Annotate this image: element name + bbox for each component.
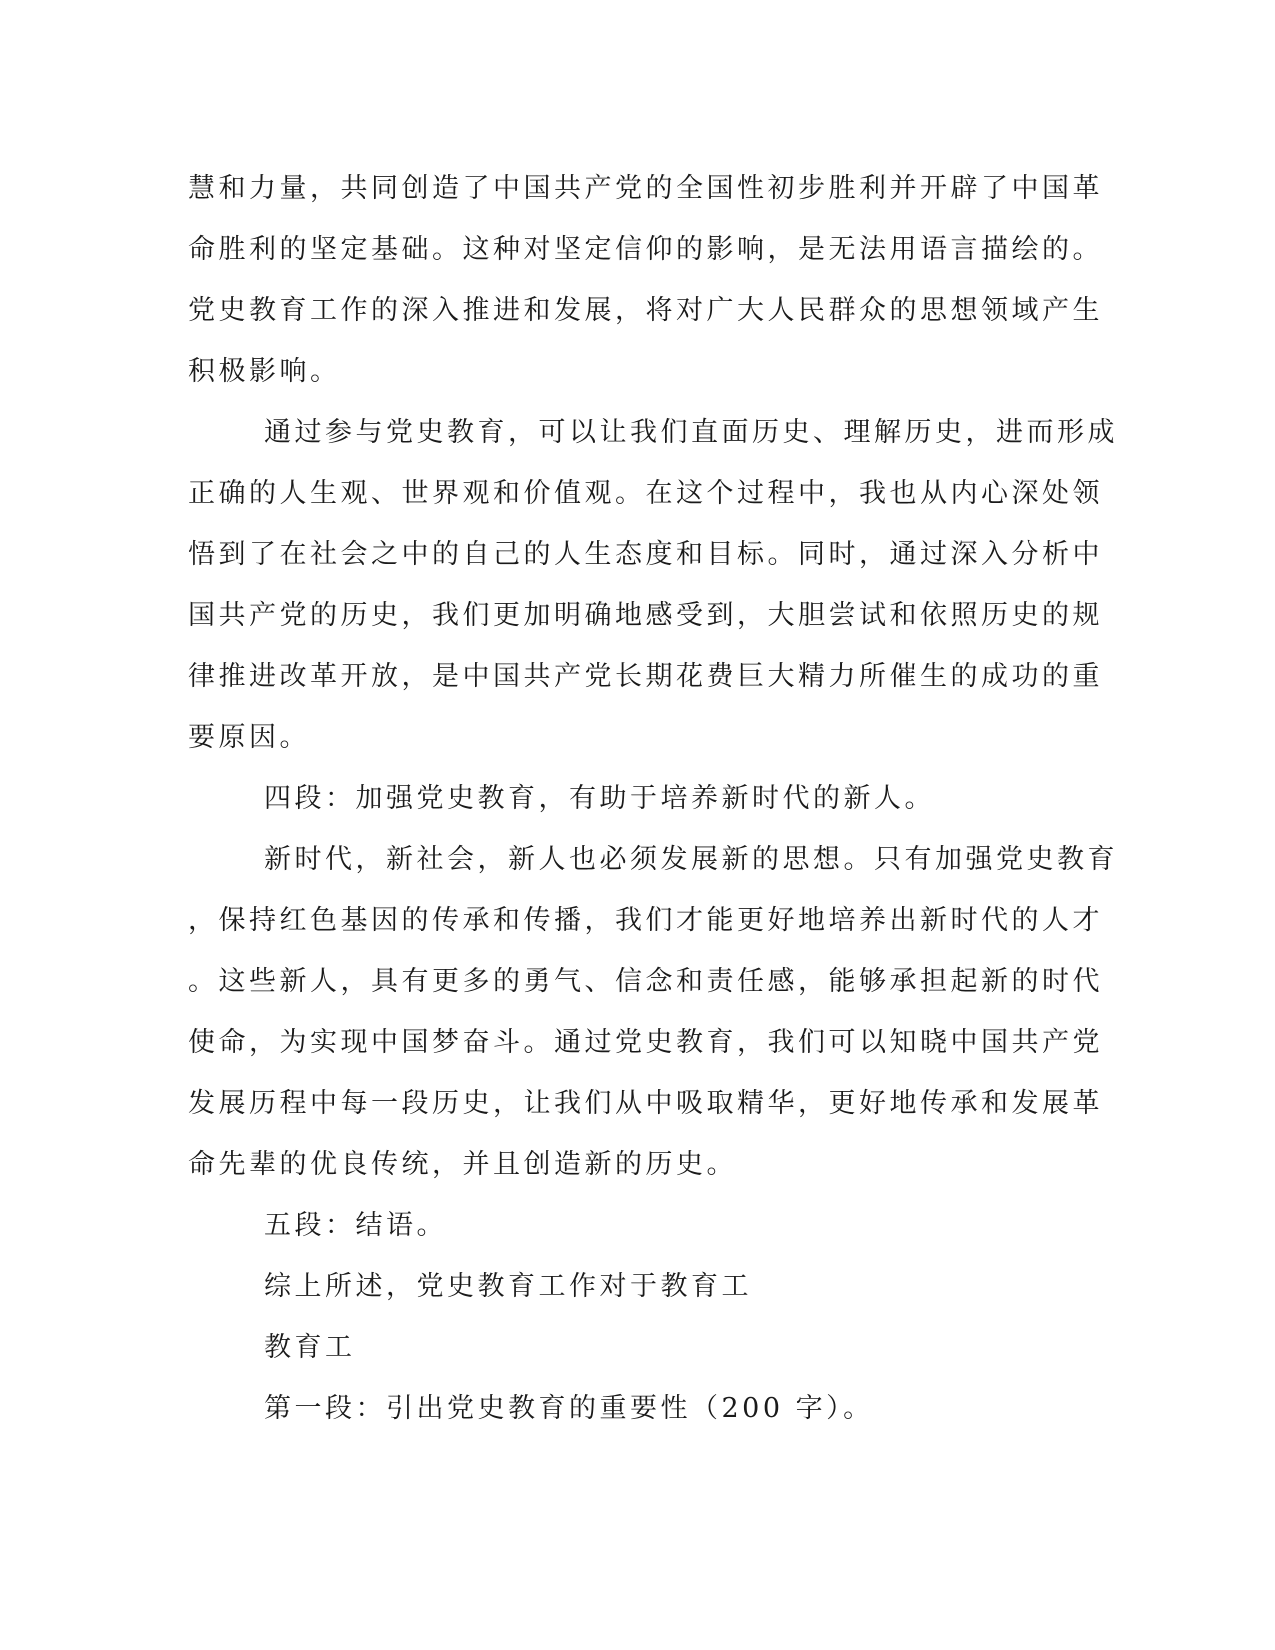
text-line: 要原因。 [188, 722, 310, 753]
paragraph-start-line: 综上所述，党史教育工作对于教育工 [264, 1271, 752, 1302]
paragraph-start-line: 通过参与党史教育，可以让我们直面历史、理解历史，进而形成 [264, 417, 1118, 448]
text-line: ，保持红色基因的传承和传播，我们才能更好地培养出新时代的人才 [188, 905, 1103, 936]
text-line: 律推进改革开放，是中国共产党长期花费巨大精力所催生的成功的重 [188, 661, 1103, 692]
paragraph-start-line: 新时代，新社会，新人也必须发展新的思想。只有加强党史教育 [264, 844, 1118, 875]
text-line: 命胜利的坚定基础。这种对坚定信仰的影响，是无法用语言描绘的。 [188, 234, 1103, 265]
text-line: 。这些新人，具有更多的勇气、信念和责任感，能够承担起新的时代 [188, 966, 1103, 997]
text-line: 发展历程中每一段历史，让我们从中吸取精华，更好地传承和发展革 [188, 1088, 1103, 1119]
text-line: 正确的人生观、世界观和价值观。在这个过程中，我也从内心深处领 [188, 478, 1103, 509]
text-fragment: 教育工 [264, 1332, 356, 1363]
text-line: 国共产党的历史，我们更加明确地感受到，大胆尝试和依照历史的规 [188, 600, 1103, 631]
text-line: 悟到了在社会之中的自己的人生态度和目标。同时，通过深入分析中 [188, 539, 1103, 570]
text-line: 慧和力量，共同创造了中国共产党的全国性初步胜利并开辟了中国革 [188, 173, 1103, 204]
text-line: 积极影响。 [188, 356, 341, 387]
text-line: 使命，为实现中国梦奋斗。通过党史教育，我们可以知晓中国共产党 [188, 1027, 1103, 1058]
section-heading-five: 五段：结语。 [264, 1210, 447, 1241]
section-heading-four: 四段：加强党史教育，有助于培养新时代的新人。 [264, 783, 935, 814]
section-heading-one: 第一段：引出党史教育的重要性（200 字）。 [264, 1393, 874, 1424]
body-text [188, 158, 1118, 1439]
text-line: 命先辈的优良传统，并且创造新的历史。 [188, 1149, 737, 1180]
text-line: 党史教育工作的深入推进和发展，将对广大人民群众的思想领域产生 [188, 295, 1103, 326]
